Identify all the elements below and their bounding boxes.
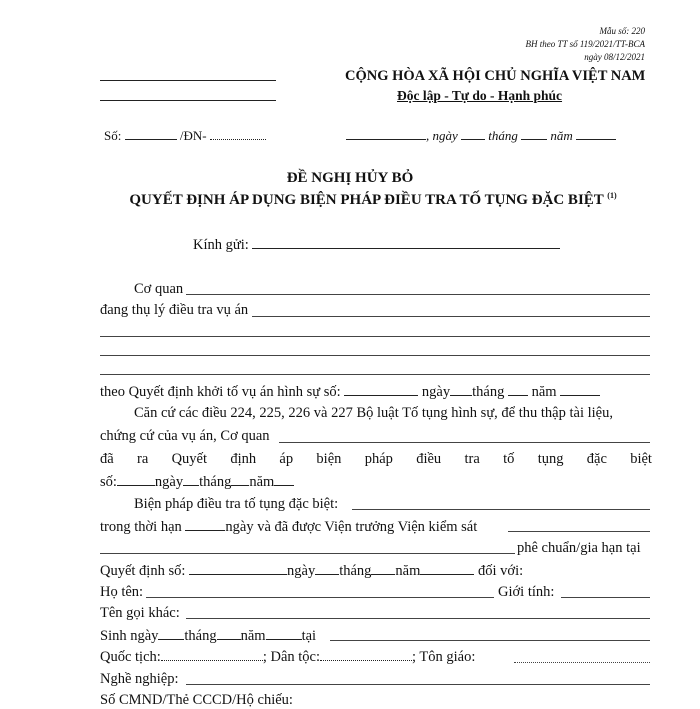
sinh-nam-blank[interactable] xyxy=(266,627,302,640)
bien-phap-label: Biện pháp điều tra tố tụng đặc biệt: xyxy=(134,496,339,512)
qd-dtttd-so-blank[interactable] xyxy=(117,473,155,486)
so-ngay-blank[interactable] xyxy=(183,473,199,486)
ngay-va-label: ngày và đã được Viện trưởng Viện kiểm sát xyxy=(225,519,478,535)
place-blank[interactable] xyxy=(346,127,426,140)
chung-cu-blank[interactable] xyxy=(279,442,650,443)
trong-thoi-han-label: trong thời hạn xyxy=(100,519,182,535)
place-date-row xyxy=(346,127,616,144)
date-year-blank[interactable] xyxy=(576,127,616,140)
title-line-1: ĐỀ NGHỊ HỦY BỎ xyxy=(286,170,414,186)
word: tố xyxy=(503,451,515,467)
theo-qd-thang: tháng xyxy=(472,384,505,400)
sinh-thang: tháng xyxy=(184,628,217,644)
nation-title: CỘNG HÒA XÃ HỘI CHỦ NGHĨA VIỆT NAM xyxy=(345,68,646,84)
qd-so-nam-blank[interactable] xyxy=(420,562,474,575)
ho-ten-label: Họ tên: xyxy=(100,584,144,600)
so-number-blank[interactable] xyxy=(125,127,177,140)
so-label: Số: xyxy=(104,128,122,143)
motto: Độc lập - Tự do - Hạnh phúc xyxy=(397,88,563,103)
co-quan-label: Cơ quan xyxy=(134,281,184,297)
date-day-blank[interactable] xyxy=(461,127,485,140)
word: áp xyxy=(279,451,294,467)
noi-sinh-blank[interactable] xyxy=(330,640,650,641)
phe-chuan-label: phê chuẩn/gia hạn tại xyxy=(517,540,641,556)
kinh-gui-row xyxy=(193,236,560,254)
quoc-tich-row xyxy=(100,649,475,666)
dn-label: /ĐN- xyxy=(179,128,207,143)
word: Quyết xyxy=(171,451,208,467)
word: đặc xyxy=(586,451,607,467)
date-thang-label: tháng xyxy=(488,128,518,143)
so-label-2: số: xyxy=(100,474,117,490)
thoi-han-blank[interactable] xyxy=(185,518,225,531)
qd-so-ngay: ngày xyxy=(287,563,316,579)
ton-giao-label: ; Tôn giáo: xyxy=(412,649,476,665)
phe-chuan-blank[interactable] xyxy=(100,553,515,554)
title-text: QUYẾT ĐỊNH ÁP DỤNG BIỆN PHÁP ĐIỀU TRA TỐ TỤNG ĐẶC BIỆT xyxy=(129,192,604,208)
so-nam: năm xyxy=(249,474,275,490)
document-number-row xyxy=(104,127,266,144)
word: ra xyxy=(137,451,149,467)
sinh-ngay-row xyxy=(100,627,316,645)
da-ra-row xyxy=(100,451,652,468)
so-ngay: ngày xyxy=(154,474,184,490)
word: điều xyxy=(416,451,442,467)
qd-thang-blank[interactable] xyxy=(508,383,528,396)
dang-thu-ly-label: đang thụ lý điều tra vụ án xyxy=(100,302,249,318)
word: tra xyxy=(464,451,480,467)
so-thang-blank[interactable] xyxy=(231,473,249,486)
ten-goi-khac-blank[interactable] xyxy=(186,618,650,619)
word: pháp xyxy=(364,451,393,467)
qd-so-nam: năm xyxy=(395,563,421,579)
kinh-gui-blank[interactable] xyxy=(252,236,560,249)
vien-kiem-sat-blank[interactable] xyxy=(508,531,650,532)
ruled-line-3[interactable] xyxy=(100,374,650,375)
qd-so-label: Quyết định số: xyxy=(100,563,186,579)
theo-qd-ngay: ngày xyxy=(421,384,451,400)
chung-cu-label: chứng cứ của vụ án, Cơ quan xyxy=(100,428,270,444)
qd-nam-blank[interactable] xyxy=(560,383,600,396)
theo-qd-label: theo Quyết định khởi tố vụ án hình sự số: xyxy=(100,384,341,400)
qd-ngay-blank[interactable] xyxy=(450,383,472,396)
ruled-line-1[interactable] xyxy=(100,336,650,337)
form-date: ngày 08/12/2021 xyxy=(584,52,645,62)
qd-so-thang: tháng xyxy=(339,563,372,579)
quoc-tich-blank[interactable] xyxy=(161,649,263,661)
co-quan-row xyxy=(134,281,183,298)
thoi-han-row xyxy=(100,518,477,536)
doi-voi-label: đối với: xyxy=(478,563,524,579)
bien-phap-blank[interactable] xyxy=(352,509,650,510)
ton-giao-blank[interactable] xyxy=(514,662,650,663)
date-ngay-label: , ngày xyxy=(426,128,458,143)
so-ngay-row xyxy=(100,473,294,491)
theo-qd-row xyxy=(100,383,600,401)
form-number: Mẫu số: 220 xyxy=(599,26,645,36)
qd-so-ngay-blank[interactable] xyxy=(315,562,339,575)
so-cmnd-label: Số CMND/Thẻ CCCD/Hộ chiếu: xyxy=(100,692,293,708)
qd-khoi-to-so-blank[interactable] xyxy=(344,383,418,396)
so-nam-blank[interactable] xyxy=(274,473,294,486)
nghe-nghiep-blank[interactable] xyxy=(186,684,650,685)
dan-toc-label: ; Dân tộc: xyxy=(262,649,320,665)
word: biện xyxy=(316,451,342,467)
so-thang: tháng xyxy=(199,474,232,490)
qd-so-blank[interactable] xyxy=(189,562,287,575)
nghe-nghiep-label: Nghề nghiệp: xyxy=(100,671,179,687)
dan-toc-blank[interactable] xyxy=(320,649,412,661)
tai-label: tại xyxy=(301,628,317,644)
co-quan-blank[interactable] xyxy=(186,294,650,295)
title-line-2 xyxy=(0,191,700,209)
form-issued-by: BH theo TT số 119/2021/TT-BCA xyxy=(525,39,645,49)
form-info xyxy=(525,25,645,64)
word: biệt xyxy=(630,451,652,467)
theo-qd-nam: năm xyxy=(531,384,557,400)
quoc-tich-label: Quốc tịch: xyxy=(100,649,161,665)
gioi-tinh-label: Giới tính: xyxy=(498,584,555,600)
word: tụng xyxy=(537,451,564,467)
date-nam-label: năm xyxy=(550,128,573,143)
sinh-thang-blank[interactable] xyxy=(217,627,241,640)
word: định xyxy=(230,451,257,467)
dn-suffix-blank[interactable] xyxy=(210,128,266,140)
agency-line-2 xyxy=(100,100,276,101)
kinh-gui-label: Kính gửi: xyxy=(193,237,249,253)
agency-line-1 xyxy=(100,80,276,81)
sinh-nam: năm xyxy=(240,628,266,644)
date-month-blank[interactable] xyxy=(521,127,547,140)
sinh-ngay-label: Sinh ngày xyxy=(100,628,159,644)
qd-so-row xyxy=(100,562,523,580)
can-cu-text: Căn cứ các điều 224, 225, 226 và 227 Bộ luật Tố tụng hình sự, để thu thập tài liệu, xyxy=(134,405,613,421)
gioi-tinh-blank[interactable] xyxy=(561,597,650,598)
word: đã xyxy=(100,451,114,467)
dang-thu-ly-blank[interactable] xyxy=(252,316,650,317)
sinh-ngay-blank[interactable] xyxy=(158,627,184,640)
ruled-line-2[interactable] xyxy=(100,355,650,356)
title-note: (1) xyxy=(607,191,617,200)
qd-so-thang-blank[interactable] xyxy=(371,562,395,575)
ho-ten-blank[interactable] xyxy=(146,597,494,598)
ten-goi-khac-label: Tên gọi khác: xyxy=(100,605,180,621)
